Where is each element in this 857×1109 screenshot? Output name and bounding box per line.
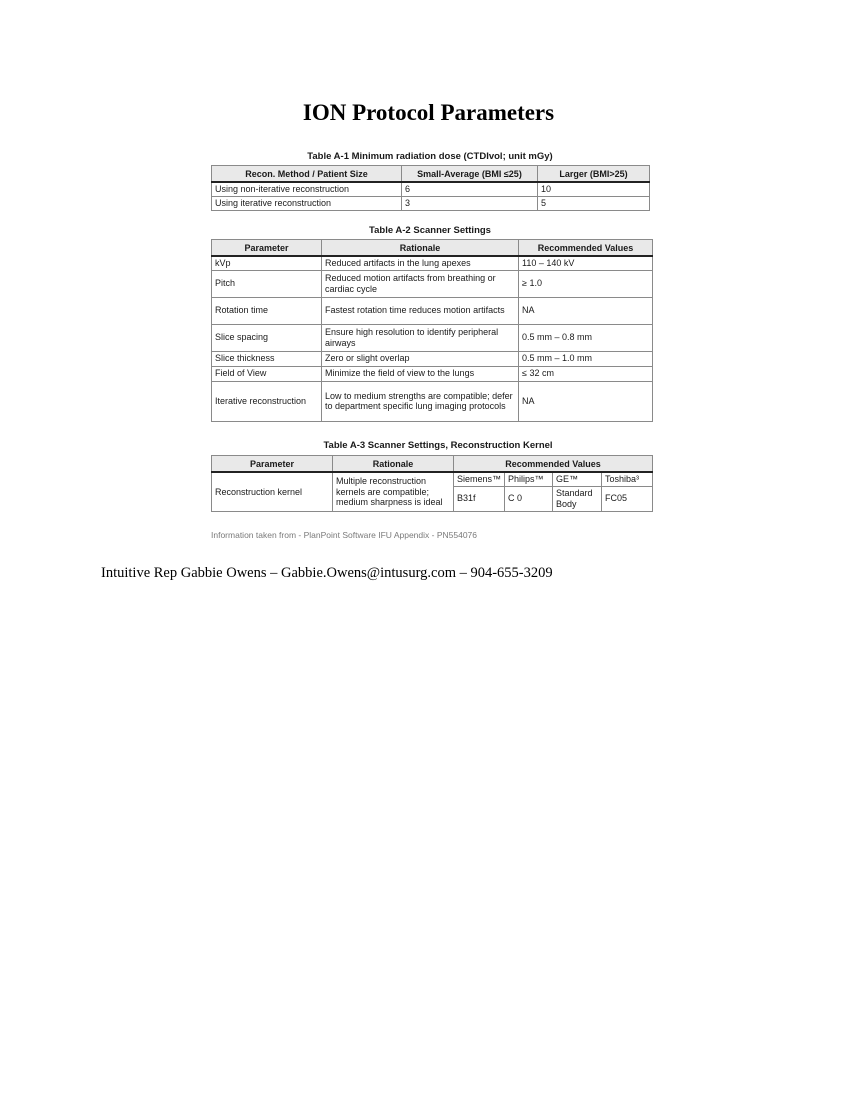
table-cell: NA	[519, 297, 653, 324]
table-a1-header-row	[212, 166, 650, 183]
table-a3-header-parameter: Parameter	[212, 456, 333, 473]
table-cell: ≤ 32 cm	[519, 366, 653, 381]
table-cell: 110 – 140 kV	[519, 256, 653, 270]
table-cell: Fastest rotation time reduces motion artifacts	[322, 297, 519, 324]
table-row	[212, 381, 653, 421]
kernel-cell: FC05	[602, 486, 653, 511]
table-a3-header-values: Recommended Values	[454, 456, 653, 473]
table-a1-header-larger: Larger (BMI>25)	[538, 166, 650, 183]
table-cell: kVp	[212, 256, 322, 270]
table-cell: Using non-iterative reconstruction	[212, 182, 402, 196]
table-a2-header-values: Recommended Values	[519, 240, 653, 257]
page-title: ION Protocol Parameters	[302, 100, 555, 125]
table-cell: Minimize the field of view to the lungs	[322, 366, 519, 381]
source-footnote: Information taken from - PlanPoint Software IFU Appendix - PN554076	[211, 530, 477, 540]
table-a3-header-row	[212, 456, 653, 473]
contact-line: Intuitive Rep Gabbie Owens – Gabbie.Owens@intusurg.com – 904-655-3209	[101, 565, 553, 581]
table-cell: 3	[402, 196, 538, 210]
table-cell: 0.5 mm – 1.0 mm	[519, 351, 653, 366]
table-cell: Reconstruction kernel	[212, 472, 333, 511]
table-a3-caption: Table A-3 Scanner Settings, Reconstruction Kernel	[323, 440, 553, 451]
table-cell: Field of View	[212, 366, 322, 381]
table-cell: Using iterative reconstruction	[212, 196, 402, 210]
table-cell: ≥ 1.0	[519, 270, 653, 297]
table-a2	[211, 239, 653, 422]
table-a3	[211, 455, 653, 512]
kernel-cell: B31f	[454, 486, 505, 511]
vendor-cell: Toshiba³	[602, 472, 653, 486]
kernel-cell: Standard Body	[553, 486, 602, 511]
table-row	[212, 270, 653, 297]
vendor-cell: Siemens™	[454, 472, 505, 486]
table-cell: Reduced motion artifacts from breathing or cardiac cycle	[322, 270, 519, 297]
table-a2-header-parameter: Parameter	[212, 240, 322, 257]
vendor-cell: GE™	[553, 472, 602, 486]
table-cell: Slice thickness	[212, 351, 322, 366]
table-row	[212, 256, 653, 270]
table-cell: 0.5 mm – 0.8 mm	[519, 324, 653, 351]
table-a2-header-rationale: Rationale	[322, 240, 519, 257]
table-row	[212, 196, 650, 210]
table-cell: NA	[519, 381, 653, 421]
table-row	[212, 297, 653, 324]
table-cell: Zero or slight overlap	[322, 351, 519, 366]
kernel-cell: C 0	[505, 486, 553, 511]
vendor-cell: Philips™	[505, 472, 553, 486]
table-a2-header-row	[212, 240, 653, 257]
table-cell: Iterative reconstruction	[212, 381, 322, 421]
table-cell: 6	[402, 182, 538, 196]
table-cell: 5	[538, 196, 650, 210]
table-a1	[211, 165, 650, 211]
table-row	[212, 351, 653, 366]
table-row	[212, 472, 653, 486]
table-row	[212, 366, 653, 381]
table-a1-header-method: Recon. Method / Patient Size	[212, 166, 402, 183]
table-row	[212, 182, 650, 196]
table-cell: Ensure high resolution to identify peripheral airways	[322, 324, 519, 351]
table-a1-caption: Table A-1 Minimum radiation dose (CTDIvol; unit mGy)	[307, 151, 553, 162]
table-a2-caption: Table A-2 Scanner Settings	[369, 225, 491, 236]
table-cell: Rotation time	[212, 297, 322, 324]
table-cell: Pitch	[212, 270, 322, 297]
table-cell: Multiple reconstruction kernels are compatible; medium sharpness is ideal	[333, 472, 454, 511]
table-cell: Reduced artifacts in the lung apexes	[322, 256, 519, 270]
table-cell: 10	[538, 182, 650, 196]
table-a1-header-small: Small-Average (BMI ≤25)	[402, 166, 538, 183]
table-row	[212, 324, 653, 351]
table-cell: Slice spacing	[212, 324, 322, 351]
table-cell: Low to medium strengths are compatible; defer to department specific lung imaging protocols	[322, 381, 519, 421]
table-a3-header-rationale: Rationale	[333, 456, 454, 473]
